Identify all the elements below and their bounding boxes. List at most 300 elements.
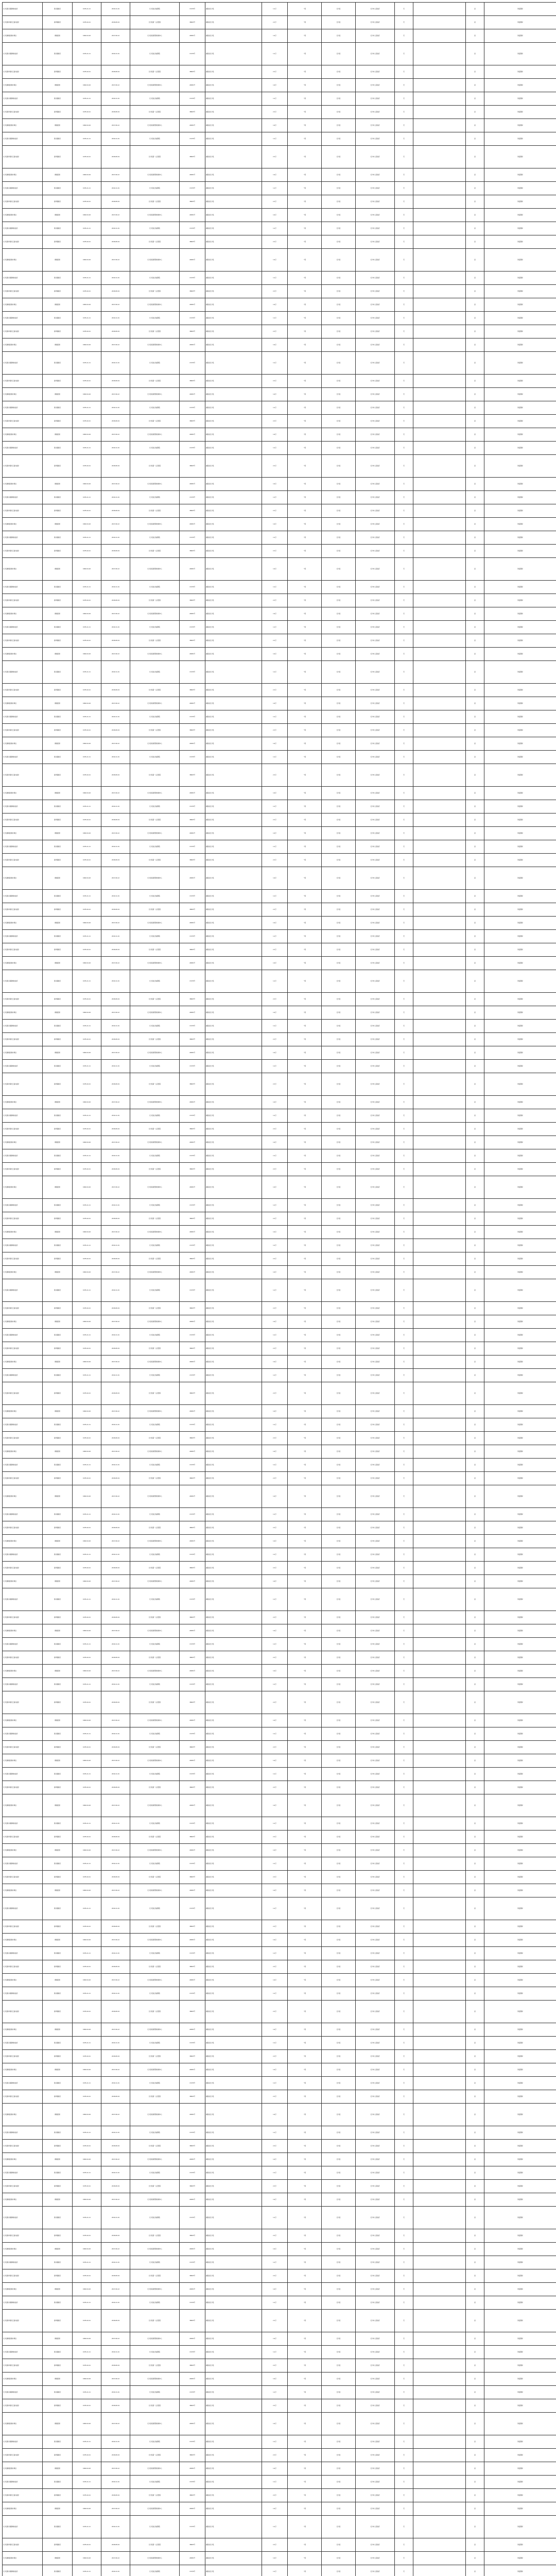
table-cell: 38825号: [180, 764, 205, 787]
table-cell: 长沙县: [322, 581, 356, 594]
table-cell: 湖南省长沙县: [205, 1857, 262, 1871]
table-cell: 1.2万: [262, 1987, 288, 2001]
table-cell: 1.2万: [262, 1727, 288, 1741]
table-cell: 湖南省长沙县: [205, 993, 262, 1006]
table-cell: 湖南省长沙县: [205, 1252, 262, 1266]
table-cell: 春华镇政府: [43, 1691, 73, 1714]
table-cell: 无: [395, 338, 413, 352]
table-cell: 无: [395, 840, 413, 854]
table-cell: 2018-08-19: [101, 1611, 130, 1624]
table-cell: 38825号: [180, 1033, 205, 1046]
table-cell: 一般: [288, 1176, 322, 1199]
table-cell: 湖南省长沙县: [205, 737, 262, 751]
table-cell: [413, 594, 466, 607]
table-cell: 2019-11-01: [101, 2386, 130, 2399]
table-cell: 2019-11-01: [101, 1987, 130, 2001]
table-cell: 38825号: [180, 106, 205, 119]
table-cell: 38825号: [180, 943, 205, 957]
table-cell: 黄兴镇政府: [43, 2126, 73, 2140]
table-cell: 1982-04-02: [73, 1794, 101, 1817]
table-cell: 38825号: [180, 2269, 205, 2283]
table-cell: 2017-06-12: [101, 2283, 130, 2296]
table-cell: 2017-06-12: [101, 2243, 130, 2256]
table-cell: [413, 338, 466, 352]
table-cell: 长沙县第一人民医院: [130, 1033, 180, 1046]
table-cell: 1982-04-02: [73, 1266, 101, 1279]
table-cell: [413, 581, 466, 594]
table-cell: 长沙县第一人民医院: [130, 455, 180, 478]
table-row: [3, 890, 556, 903]
table-cell: [413, 442, 466, 455]
table-cell: 长沙县春华镇龙王庙村委会: [3, 2399, 43, 2413]
table-cell: 无: [395, 1109, 413, 1123]
table-cell: 是: [466, 1279, 484, 1302]
table-cell: 长沙县第一人民医院: [130, 2090, 180, 2104]
table-cell: 1.2万: [262, 182, 288, 195]
table-cell: 1.2万: [262, 1857, 288, 1871]
table-cell: 一般: [288, 92, 322, 106]
table-cell: 一般: [288, 478, 322, 491]
table-cell: 无: [395, 2372, 413, 2386]
table-cell: 1978-10-21: [73, 1611, 101, 1624]
table-cell: 无: [395, 1934, 413, 1947]
table-cell: 2017-06-12: [101, 2193, 130, 2207]
table-cell: 长沙县社会福利院: [130, 1239, 180, 1252]
table-cell: 2017-06-12: [101, 648, 130, 661]
table-cell: 长沙县: [322, 1405, 356, 1418]
table-cell: 榔梨街道: [43, 1226, 73, 1239]
table-cell: 长沙县社会福利院: [130, 970, 180, 993]
table-cell: 防疫期间: [484, 737, 556, 751]
table-cell: 1982-04-02: [73, 1714, 101, 1727]
table-cell: 2018-08-19: [101, 504, 130, 518]
table-cell: [413, 1109, 466, 1123]
table-cell: 长沙县: [322, 2001, 356, 2023]
table-cell: 湖南省长沙县: [205, 854, 262, 867]
table-cell: 一般: [288, 455, 322, 478]
table-cell: 长沙县社会福利院: [130, 1768, 180, 1781]
table-cell: 防疫期间: [484, 1611, 556, 1624]
table-cell: 湖南省长沙县: [205, 1060, 262, 1073]
table-cell: 1982-04-02: [73, 1315, 101, 1329]
table-cell: 防疫期间: [484, 1508, 556, 1521]
table-cell: 湖南省长沙县: [205, 2346, 262, 2359]
table-cell: 长沙县社会福利院: [130, 1548, 180, 1562]
table-cell: 1976-11-11: [73, 840, 101, 854]
table-cell: 是: [466, 1575, 484, 1588]
table-cell: [413, 2269, 466, 2283]
table-cell: 1.2万: [262, 1459, 288, 1472]
table-cell: 榔梨街道: [43, 957, 73, 970]
table-cell: 1976-11-11: [73, 2296, 101, 2310]
table-cell: 一般: [288, 710, 322, 724]
table-cell: 湖南省长沙县: [205, 1960, 262, 1974]
table-cell: 是: [466, 1678, 484, 1691]
table-cell: 38825号: [180, 1920, 205, 1934]
table-cell: 长沙县榔梨街道办事处: [3, 2023, 43, 2037]
table-cell: 湖南省长沙县: [205, 2180, 262, 2193]
table-cell: 38825号: [180, 2310, 205, 2332]
table-cell: 无: [395, 1638, 413, 1651]
table-cell: 防疫期间: [484, 1302, 556, 1315]
table-cell: 无: [395, 1741, 413, 1754]
table-row: [3, 2476, 556, 2489]
table-cell: 长沙县春华镇龙王庙村委会: [3, 455, 43, 478]
table-row: [3, 16, 556, 29]
table-cell: 1982-04-02: [73, 2372, 101, 2386]
table-cell: 是: [466, 1768, 484, 1781]
table-cell: 长沙县黄兴镇新塘村委会: [3, 352, 43, 375]
table-cell: 无: [395, 298, 413, 312]
table-cell: 1978-10-21: [73, 2090, 101, 2104]
table-cell: 一般: [288, 1871, 322, 1884]
table-cell: 29081号: [180, 607, 205, 621]
table-cell: 湖南省长沙县: [205, 581, 262, 594]
table-cell: 防疫期间: [484, 1562, 556, 1575]
table-cell: 是: [466, 388, 484, 401]
table-cell: 长沙市人民政府: [356, 1857, 395, 1871]
table-cell: 长沙县: [322, 325, 356, 338]
table-cell: 湖南省长沙县: [205, 2296, 262, 2310]
table-cell: 长沙县疾病预防控制中心: [130, 2283, 180, 2296]
table-cell: 长沙县榔梨街道办事处: [3, 2153, 43, 2166]
table-cell: 长沙县春华镇龙王庙村委会: [3, 65, 43, 79]
table-cell: 17276号: [180, 581, 205, 594]
table-cell: 湖南省长沙县: [205, 634, 262, 648]
table-row: [3, 1521, 556, 1535]
table-cell: 29081号: [180, 1624, 205, 1638]
table-cell: 17276号: [180, 1768, 205, 1781]
table-cell: 长沙县榔梨街道办事处: [3, 607, 43, 621]
table-cell: [413, 558, 466, 581]
table-cell: 湖南省长沙县: [205, 1741, 262, 1754]
table-cell: 无: [395, 1987, 413, 2001]
table-cell: 是: [466, 827, 484, 840]
table-cell: 长沙县疾病预防控制中心: [130, 1665, 180, 1678]
table-cell: 防疫期间: [484, 661, 556, 684]
table-cell: 29081号: [180, 2332, 205, 2346]
table-cell: [413, 724, 466, 737]
table-cell: 长沙市人民政府: [356, 1535, 395, 1548]
table-cell: 长沙市人民政府: [356, 2090, 395, 2104]
table-cell: 无: [395, 607, 413, 621]
table-row: [3, 3, 556, 16]
table-cell: 38825号: [180, 2001, 205, 2023]
table-cell: 长沙市人民政府: [356, 558, 395, 581]
table-cell: 2.3万: [262, 1302, 288, 1315]
table-cell: 一般: [288, 79, 322, 92]
table-cell: 长沙县: [322, 1176, 356, 1199]
table-cell: 无: [395, 1588, 413, 1611]
table-cell: 湖南省长沙县: [205, 1974, 262, 1987]
table-cell: 长沙县疾病预防控制中心: [130, 957, 180, 970]
table-row: [3, 2399, 556, 2413]
table-cell: 长沙县春华镇龙王庙村委会: [3, 16, 43, 29]
table-cell: 长沙县疾病预防控制中心: [130, 298, 180, 312]
table-cell: 榔梨街道: [43, 1884, 73, 1897]
table-cell: 长沙市人民政府: [356, 751, 395, 764]
table-cell: 无: [395, 661, 413, 684]
table-cell: 长沙县: [322, 401, 356, 415]
table-cell: 38825号: [180, 1302, 205, 1315]
table-cell: 长沙县疾病预防控制中心: [130, 249, 180, 272]
table-cell: 是: [466, 764, 484, 787]
table-cell: 长沙县第一人民医院: [130, 1611, 180, 1624]
table-cell: 是: [466, 491, 484, 504]
table-cell: 是: [466, 2359, 484, 2372]
table-cell: 防疫期间: [484, 697, 556, 710]
table-cell: 长沙市人民政府: [356, 478, 395, 491]
table-cell: 长沙县: [322, 1947, 356, 1960]
table-cell: 黄兴镇政府: [43, 312, 73, 325]
table-cell: 2018-08-19: [101, 65, 130, 79]
table-cell: 防疫期间: [484, 800, 556, 814]
table-cell: 2017-06-12: [101, 1934, 130, 1947]
table-cell: 长沙县: [322, 634, 356, 648]
table-cell: 湖南省长沙县: [205, 648, 262, 661]
table-cell: 1.2万: [262, 1548, 288, 1562]
table-cell: 2017-06-12: [101, 917, 130, 930]
table-cell: 防疫期间: [484, 903, 556, 917]
table-row: [3, 558, 556, 581]
table-cell: 1982-04-02: [73, 1136, 101, 1149]
table-cell: 无: [395, 2399, 413, 2413]
table-cell: 长沙县: [322, 2296, 356, 2310]
table-cell: 防疫期间: [484, 814, 556, 827]
table-cell: 2017-06-12: [101, 1974, 130, 1987]
table-cell: 38825号: [180, 1562, 205, 1575]
table-cell: 长沙县: [322, 2153, 356, 2166]
table-cell: 1978-10-21: [73, 1960, 101, 1974]
table-row: [3, 79, 556, 92]
table-cell: 湖南省长沙县: [205, 710, 262, 724]
table-cell: 无: [395, 312, 413, 325]
table-cell: 榔梨街道: [43, 2153, 73, 2166]
table-cell: 长沙县社会福利院: [130, 2565, 180, 2576]
table-cell: 湖南省长沙县: [205, 272, 262, 285]
table-cell: 长沙市人民政府: [356, 890, 395, 903]
table-cell: 防疫期间: [484, 634, 556, 648]
table-cell: 29081号: [180, 1006, 205, 1020]
table-row: [3, 1754, 556, 1768]
table-cell: 17276号: [180, 621, 205, 634]
table-cell: 长沙县疾病预防控制中心: [130, 168, 180, 182]
table-cell: 17276号: [180, 800, 205, 814]
table-cell: 2018-08-19: [101, 545, 130, 558]
table-cell: 湖南省长沙县: [205, 2565, 262, 2576]
table-cell: 榔梨街道: [43, 1096, 73, 1109]
table-row: [3, 1020, 556, 1033]
table-cell: 2.3万: [262, 1562, 288, 1575]
table-row: [3, 29, 556, 43]
table-cell: 是: [466, 1588, 484, 1611]
table-cell: 长沙市人民政府: [356, 1459, 395, 1472]
table-cell: 长沙县黄兴镇新塘村委会: [3, 1678, 43, 1691]
table-row: [3, 1123, 556, 1136]
table-cell: 是: [466, 890, 484, 903]
table-cell: 2017-06-12: [101, 2462, 130, 2476]
table-cell: 一般: [288, 814, 322, 827]
table-cell: 长沙县: [322, 1920, 356, 1934]
table-cell: 长沙市人民政府: [356, 1920, 395, 1934]
table-cell: 是: [466, 1638, 484, 1651]
table-cell: 无: [395, 1226, 413, 1239]
table-cell: 1976-11-11: [73, 1060, 101, 1073]
table-cell: 1.6万: [262, 827, 288, 840]
table-cell: 榔梨街道: [43, 1974, 73, 1987]
table-cell: [413, 890, 466, 903]
table-cell: [413, 504, 466, 518]
table-cell: 榔梨街道: [43, 1665, 73, 1678]
table-cell: 是: [466, 168, 484, 182]
table-cell: 湖南省长沙县: [205, 1418, 262, 1432]
table-row: [3, 1508, 556, 1521]
table-cell: 1978-10-21: [73, 2180, 101, 2193]
table-cell: 春华镇政府: [43, 1521, 73, 1535]
table-cell: 黄兴镇政府: [43, 890, 73, 903]
table-cell: 1982-04-02: [73, 2332, 101, 2346]
table-cell: 榔梨街道: [43, 298, 73, 312]
table-cell: 湖南省长沙县: [205, 375, 262, 388]
table-cell: 长沙县: [322, 195, 356, 209]
table-cell: 春华镇政府: [43, 2140, 73, 2153]
table-cell: 是: [466, 1871, 484, 1884]
table-row: [3, 518, 556, 531]
table-cell: 湖南省长沙县: [205, 2001, 262, 2023]
table-cell: 黄兴镇政府: [43, 1768, 73, 1781]
table-cell: [413, 298, 466, 312]
table-row: [3, 2516, 556, 2538]
table-cell: 1982-04-02: [73, 697, 101, 710]
table-cell: 是: [466, 1199, 484, 1212]
table-cell: 防疫期间: [484, 195, 556, 209]
table-row: [3, 455, 556, 478]
table-cell: 长沙县第一人民医院: [130, 1163, 180, 1176]
table-cell: 一般: [288, 867, 322, 890]
table-cell: 1.2万: [262, 1508, 288, 1521]
table-cell: 是: [466, 648, 484, 661]
table-cell: 长沙县: [322, 2502, 356, 2516]
table-cell: [413, 388, 466, 401]
table-cell: 1976-11-11: [73, 312, 101, 325]
table-cell: 是: [466, 1163, 484, 1176]
table-cell: 防疫期间: [484, 531, 556, 545]
table-cell: 2017-06-12: [101, 2502, 130, 2516]
table-cell: 长沙县社会福利院: [130, 1678, 180, 1691]
table-cell: 2017-06-12: [101, 29, 130, 43]
table-cell: 一般: [288, 943, 322, 957]
table-cell: 2017-06-12: [101, 1445, 130, 1459]
table-cell: 防疫期间: [484, 827, 556, 840]
table-cell: 是: [466, 800, 484, 814]
table-cell: 2018-08-19: [101, 1382, 130, 1405]
table-cell: 湖南省长沙县: [205, 1781, 262, 1794]
table-cell: 是: [466, 2538, 484, 2552]
table-cell: 长沙市人民政府: [356, 930, 395, 943]
table-cell: 长沙县社会福利院: [130, 312, 180, 325]
table-cell: 榔梨街道: [43, 1405, 73, 1418]
table-cell: 2019-11-01: [101, 581, 130, 594]
table-cell: 长沙县榔梨街道办事处: [3, 1884, 43, 1897]
table-cell: 湖南省长沙县: [205, 325, 262, 338]
table-cell: 38825号: [180, 455, 205, 478]
table-cell: 38825号: [180, 2180, 205, 2193]
table-cell: [413, 1315, 466, 1329]
table-cell: 一般: [288, 29, 322, 43]
table-cell: 湖南省长沙县: [205, 840, 262, 854]
table-cell: [413, 621, 466, 634]
table-cell: 湖南省长沙县: [205, 235, 262, 249]
table-cell: 防疫期间: [484, 455, 556, 478]
table-cell: 是: [466, 1691, 484, 1714]
table-cell: 2019-11-01: [101, 3, 130, 16]
table-cell: 防疫期间: [484, 1754, 556, 1768]
table-cell: 2017-06-12: [101, 2023, 130, 2037]
table-row: [3, 840, 556, 854]
table-cell: 17276号: [180, 2207, 205, 2229]
table-cell: 防疫期间: [484, 1485, 556, 1508]
table-cell: 1.6万: [262, 209, 288, 222]
table-cell: 1976-11-11: [73, 1020, 101, 1033]
table-cell: 春华镇政府: [43, 1831, 73, 1844]
table-cell: [413, 2413, 466, 2435]
table-row: [3, 1611, 556, 1624]
table-cell: 无: [395, 1562, 413, 1575]
table-cell: 春华镇政府: [43, 325, 73, 338]
table-row: [3, 1060, 556, 1073]
table-cell: 湖南省长沙县: [205, 970, 262, 993]
table-cell: 长沙市人民政府: [356, 1405, 395, 1418]
table-cell: 长沙县社会福利院: [130, 1199, 180, 1212]
table-cell: 长沙县疾病预防控制中心: [130, 917, 180, 930]
table-cell: 长沙市人民政府: [356, 415, 395, 428]
table-cell: 17276号: [180, 2256, 205, 2269]
table-cell: 长沙市人民政府: [356, 827, 395, 840]
table-cell: 2.3万: [262, 1651, 288, 1665]
table-cell: 长沙县社会福利院: [130, 3, 180, 16]
table-cell: 长沙县榔梨街道办事处: [3, 1006, 43, 1020]
table-cell: 长沙县: [322, 2207, 356, 2229]
table-cell: 2018-08-19: [101, 1562, 130, 1575]
table-cell: [413, 634, 466, 648]
table-cell: 2.3万: [262, 195, 288, 209]
table-cell: 无: [395, 970, 413, 993]
table-cell: 春华镇政府: [43, 2538, 73, 2552]
table-cell: 是: [466, 2346, 484, 2359]
table-cell: 一般: [288, 697, 322, 710]
table-cell: 无: [395, 1342, 413, 1355]
table-cell: 1.6万: [262, 2283, 288, 2296]
table-cell: 无: [395, 2489, 413, 2502]
table-cell: 湖南省长沙县: [205, 2166, 262, 2180]
table-cell: 长沙县春华镇龙王庙村委会: [3, 1831, 43, 1844]
table-row: [3, 491, 556, 504]
table-cell: 29081号: [180, 209, 205, 222]
table-cell: 黄兴镇政府: [43, 2207, 73, 2229]
table-cell: 1982-04-02: [73, 1754, 101, 1768]
table-cell: 1982-04-02: [73, 2153, 101, 2166]
table-cell: [413, 2552, 466, 2565]
table-cell: 1.2万: [262, 2166, 288, 2180]
table-cell: 长沙县社会福利院: [130, 1109, 180, 1123]
table-cell: 长沙县黄兴镇新塘村委会: [3, 2037, 43, 2050]
table-cell: 一般: [288, 195, 322, 209]
table-cell: 长沙县春华镇龙王庙村委会: [3, 1741, 43, 1754]
table-cell: 湖南省长沙县: [205, 1046, 262, 1060]
table-cell: 是: [466, 1046, 484, 1060]
table-cell: 1978-10-21: [73, 1432, 101, 1445]
table-cell: 湖南省长沙县: [205, 1472, 262, 1485]
